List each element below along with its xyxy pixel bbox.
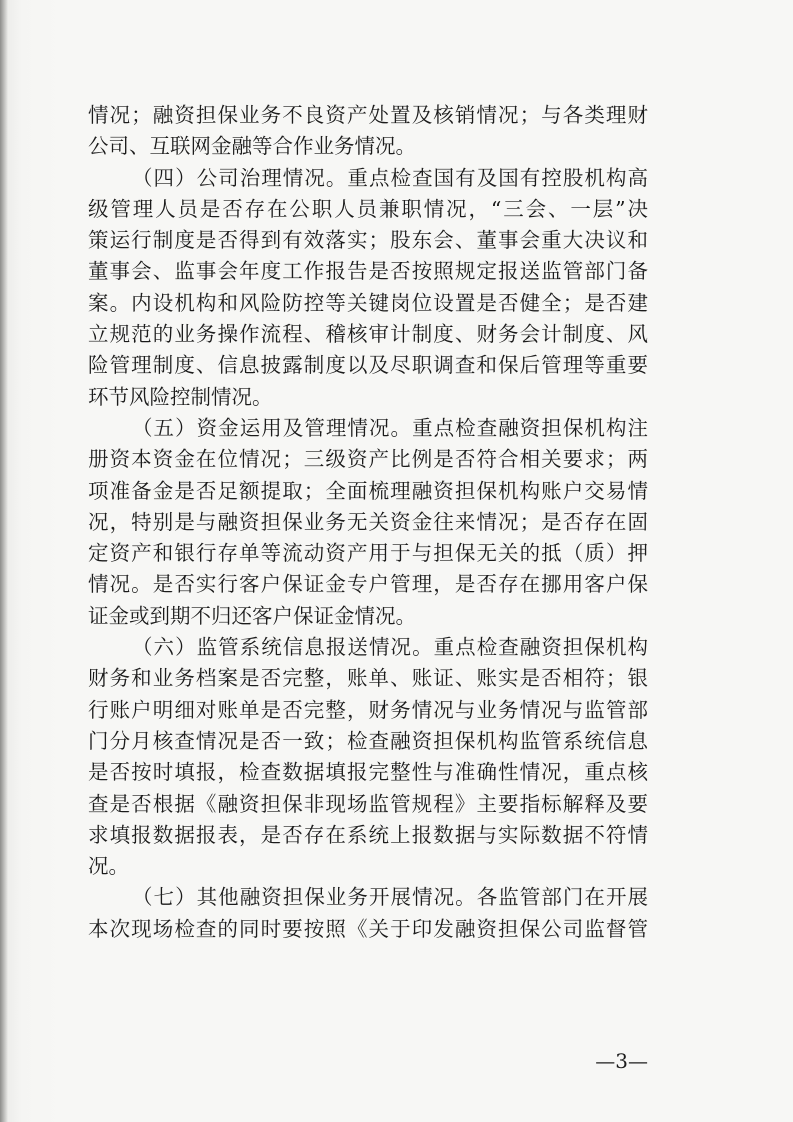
text-line: 求填报数据报表，是否存在系统上报数据与实际数据不符情 [88, 822, 648, 847]
paragraph-section-4 [88, 163, 648, 413]
page-number: —3— [595, 1049, 648, 1073]
text-line: 本次现场检查的同时要按照《关于印发融资担保公司监督管 [88, 916, 648, 941]
text-line: 定资产和银行存单等流动资产用于与担保无关的抵（质）押 [88, 541, 648, 566]
paragraph-continued [88, 100, 648, 163]
text-line: （七）其他融资担保业务开展情况。各监管部门在开展 [132, 885, 648, 910]
text-line: 案。内设机构和风险防控等关键岗位设置是否健全；是否建 [88, 290, 648, 315]
text-line: 立规范的业务操作流程、稽核审计制度、财务会计制度、风 [88, 322, 648, 347]
text-line: 项准备金是否足额提取；全面梳理融资担保机构账户交易情 [88, 478, 648, 503]
text-line: 财务和业务档案是否完整，账单、账证、账实是否相符；银 [88, 666, 648, 691]
text-line: 情况；融资担保业务不良资产处置及核销情况；与各类理财 [88, 103, 648, 127]
text-line: 证金或到期不归还客户保证金情况。 [88, 603, 416, 628]
text-line: 险管理制度、信息披露制度以及尽职调查和保后管理等重要 [88, 353, 648, 378]
paragraph-section-5 [88, 413, 648, 632]
text-line: 查是否根据《融资担保非现场监管规程》主要指标解释及要 [88, 791, 648, 816]
text-line: 公司、互联网金融等合作业务情况。 [88, 134, 416, 159]
text-line: 况，特别是与融资担保业务无关资金往来情况；是否存在固 [88, 509, 648, 534]
text-line: 级管理人员是否存在公职人员兼职情况，“三会、一层”决 [88, 196, 648, 221]
paragraph-section-6 [88, 632, 648, 882]
text-line: （六）监管系统信息报送情况。重点检查融资担保机构 [132, 635, 648, 660]
text-line: 行账户明细对账单是否完整，财务情况与业务情况与监管部 [88, 697, 648, 722]
text-line: 策运行制度是否得到有效落实；股东会、董事会重大决议和 [88, 228, 648, 253]
text-line: 册资本资金在位情况；三级资产比例是否符合相关要求；两 [88, 447, 648, 472]
text-line: （五）资金运用及管理情况。重点检查融资担保机构注 [132, 415, 648, 440]
document-body [88, 100, 648, 945]
text-line: 况。 [88, 854, 129, 879]
paragraph-section-7 [88, 882, 648, 945]
text-line: （四）公司治理情况。重点检查国有及国有控股机构高 [132, 165, 648, 190]
text-line: 门分月核查情况是否一致；检查融资担保机构监管系统信息 [88, 728, 648, 753]
binding-shadow [0, 0, 8, 1122]
text-line: 董事会、监事会年度工作报告是否按照规定报送监管部门备 [88, 259, 648, 284]
text-line: 环节风险控制情况。 [88, 384, 273, 409]
text-line: 是否按时填报，检查数据填报完整性与准确性情况，重点核 [88, 760, 648, 785]
text-line: 情况。是否实行客户保证金专户管理，是否存在挪用客户保 [88, 572, 648, 597]
